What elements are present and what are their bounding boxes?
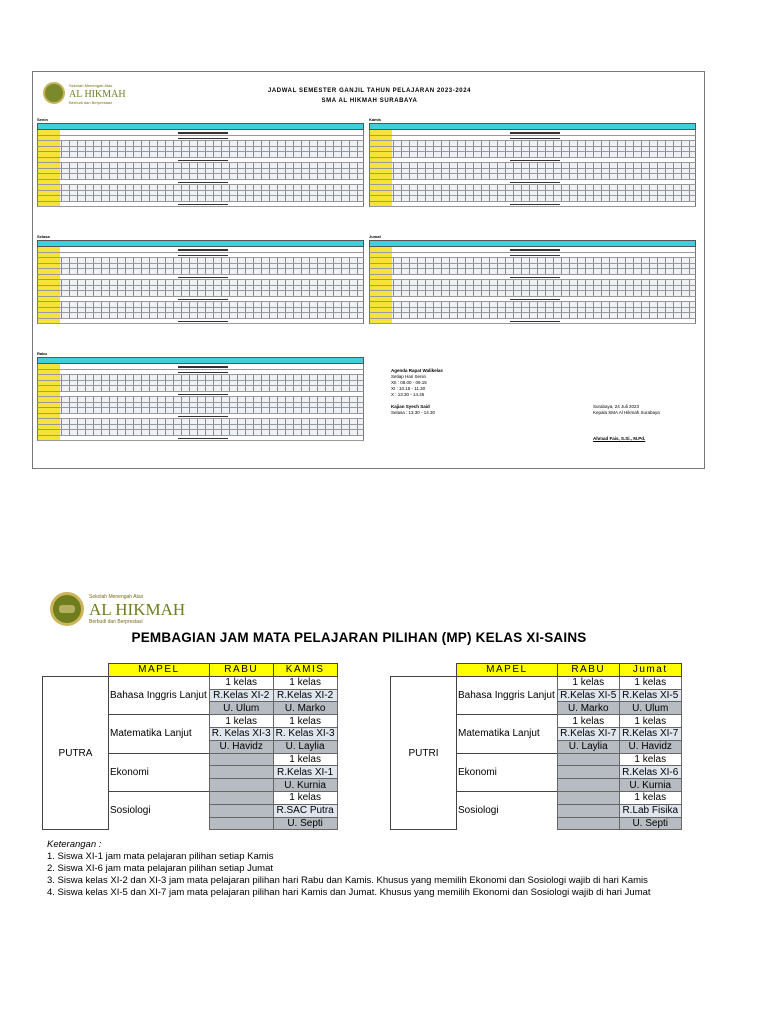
schedule-band-row <box>369 202 696 208</box>
cell-day2: R.SAC Putra <box>273 804 337 817</box>
subject-name: Ekonomi <box>109 753 210 791</box>
cell-day1 <box>209 791 273 804</box>
logo-line3: Berbudi dan Berprestasi <box>69 100 112 105</box>
agenda-xii: XII : 08.00 - 09.15 <box>391 380 427 385</box>
subject-name: Sosiologi <box>109 791 210 829</box>
schedule-senin <box>37 117 364 207</box>
schedule-header-row <box>37 240 364 247</box>
cell-day1 <box>209 779 273 792</box>
subject-name: Sosiologi <box>457 791 558 829</box>
day-label: Selasa <box>37 234 50 239</box>
cell-day2: R.Kelas XI-2 <box>273 689 337 702</box>
elective-title: PEMBAGIAN JAM MATA PELAJARAN PILIHAN (MP) KELAS XI-SAINS <box>131 630 587 645</box>
putri-table <box>390 663 682 830</box>
cell-day1 <box>557 804 619 817</box>
cell-day2: 1 kelas <box>619 715 681 728</box>
schedule-header-row <box>369 123 696 130</box>
cell-day2: U. Kurnia <box>273 779 337 792</box>
table-row <box>43 676 338 689</box>
cell-day2: 1 kelas <box>619 753 681 766</box>
cell-day1: U. Marko <box>557 702 619 715</box>
notes-block <box>47 839 651 899</box>
school-logo-large <box>50 592 190 628</box>
day-label: Jumat <box>369 234 381 239</box>
subject-name: Matematika Lanjut <box>109 715 210 753</box>
agenda-x: X : 13.30 - 14.45 <box>391 392 425 397</box>
cell-day2: R.Kelas XI-1 <box>273 766 337 779</box>
cell-day1: R.Kelas XI-7 <box>557 727 619 740</box>
schedule-rows <box>37 364 364 441</box>
cell-day2: 1 kelas <box>273 753 337 766</box>
cell-day2: 1 kelas <box>273 791 337 804</box>
subject-name: Matematika Lanjut <box>457 715 558 753</box>
cell-day2: U. Septi <box>619 817 681 830</box>
cell-day2: 1 kelas <box>273 715 337 728</box>
sign-name: Ahmad Fais, S.Si., M.Pd. <box>593 436 646 441</box>
cell-day2: U. Kurnia <box>619 779 681 792</box>
cell-day2: 1 kelas <box>273 676 337 689</box>
cell-day1: R. Kelas XI-3 <box>209 727 273 740</box>
kajian-heading: Kajian Syech Said <box>391 404 430 409</box>
header-blank <box>43 664 109 677</box>
schedule-subtitle: SMA AL HIKMAH SURABAYA <box>321 98 418 104</box>
cell-day1: R.Kelas XI-2 <box>209 689 273 702</box>
schedule-band-row <box>37 202 364 208</box>
schedule-rows <box>369 247 696 324</box>
cell-day1: 1 kelas <box>557 715 619 728</box>
cell-day1 <box>209 753 273 766</box>
schedule-header-row <box>37 123 364 130</box>
putra-table <box>42 663 338 830</box>
cell-day2: R.Kelas XI-5 <box>619 689 681 702</box>
cell-day2: U. Havidz <box>619 740 681 753</box>
cell-day2: U. Ulum <box>619 702 681 715</box>
sign-position: Kepala SMA Al Hikmah Surabaya <box>593 410 660 415</box>
logo-line1: Sekolah Menengah Atas <box>69 83 113 88</box>
day-label: Kamis <box>369 117 382 122</box>
cell-day1 <box>557 753 619 766</box>
cell-day2: 1 kelas <box>619 676 681 689</box>
logo-line1: Sekolah Menengah Atas <box>89 594 144 600</box>
header-day2: Jumat <box>619 664 681 677</box>
cell-day1: U. Havidz <box>209 740 273 753</box>
signature-block <box>593 404 660 442</box>
logo-name: AL HIKMAH <box>69 89 126 100</box>
schedule-rows <box>369 130 696 207</box>
agenda-block <box>391 368 443 416</box>
schedule-header-row <box>37 357 364 364</box>
cell-day1: U. Laylia <box>557 740 619 753</box>
agenda-xi: XI : 10.15 - 11.30 <box>391 386 426 391</box>
cell-day1 <box>557 817 619 830</box>
cell-day2: R. Kelas XI-3 <box>273 727 337 740</box>
cell-day1 <box>209 766 273 779</box>
note-item: 1. Siswa XI-1 jam mata pelajaran pilihan setiap Kamis <box>47 851 274 862</box>
schedule-title: JADWAL SEMESTER GANJIL TAHUN PELAJARAN 2023-2024 <box>267 88 472 94</box>
note-item: 3. Siswa kelas XI-2 dan XI-3 jam mata pelajaran pilihan hari Rabu dan Kamis. Khusus yang memilih Ekonomi dan Sosiologi wajib di hari Kamis <box>47 875 648 886</box>
header-day1: RABU <box>557 664 619 677</box>
subject-name: Bahasa Inggris Lanjut <box>457 676 558 714</box>
agenda-line: Setiap Hari Senin <box>391 374 427 379</box>
schedule-jumat <box>369 234 696 324</box>
group-label: PUTRA <box>43 676 109 830</box>
schedule-band-row <box>37 319 364 325</box>
cell-day1: R.Kelas XI-5 <box>557 689 619 702</box>
notes-heading: Keterangan : <box>47 839 102 850</box>
subject-name: Bahasa Inggris Lanjut <box>109 676 210 714</box>
logo-name: AL HIKMAH <box>89 600 186 619</box>
schedule-band-row <box>369 319 696 325</box>
schedule-header-row <box>369 240 696 247</box>
subject-name: Ekonomi <box>457 753 558 791</box>
day-label: Senin <box>37 117 48 122</box>
cell-day1: 1 kelas <box>209 676 273 689</box>
schedule-rows <box>37 247 364 324</box>
header-day2: KAMIS <box>273 664 337 677</box>
note-item: 2. Siswa XI-6 jam mata pelajaran pilihan setiap Jumat <box>47 863 274 874</box>
cell-day1: 1 kelas <box>557 676 619 689</box>
cell-day1 <box>557 766 619 779</box>
day-label: Rabu <box>37 351 47 356</box>
schedule-page <box>32 71 705 469</box>
schedule-band-row <box>37 436 364 442</box>
cell-day1: U. Ulum <box>209 702 273 715</box>
cell-day2: R.Kelas XI-7 <box>619 727 681 740</box>
cell-day1 <box>557 779 619 792</box>
schedule-selasa <box>37 234 364 324</box>
cell-day1: 1 kelas <box>209 715 273 728</box>
agenda-heading: Agenda Rapat Walikelas <box>391 368 443 373</box>
logo-line3: Berbudi dan Berprestasi <box>89 619 143 625</box>
table-row <box>391 676 682 689</box>
cell-day2: R.Kelas XI-6 <box>619 766 681 779</box>
cell-day1 <box>209 817 273 830</box>
header-mapel: MAPEL <box>457 664 558 677</box>
schedule-rows <box>37 130 364 207</box>
header-blank <box>391 664 457 677</box>
header-mapel: MAPEL <box>109 664 210 677</box>
cell-day2: R.Lab Fisika <box>619 804 681 817</box>
school-seal-icon <box>50 592 84 626</box>
cell-day1 <box>209 804 273 817</box>
cell-day2: U. Laylia <box>273 740 337 753</box>
schedule-rabu <box>37 351 364 441</box>
cell-day2: 1 kelas <box>619 791 681 804</box>
header-day1: RABU <box>209 664 273 677</box>
sign-place-date: Surabaya, 24 Juli 2023 <box>593 404 640 409</box>
cell-day2: U. Septi <box>273 817 337 830</box>
schedule-kamis <box>369 117 696 207</box>
cell-day2: U. Marko <box>273 702 337 715</box>
note-item: 4. Siswa kelas XI-5 dan XI-7 jam mata pelajaran pilihan hari Kamis dan Jumat. Khusus yang memilih Ekonomi dan Sosiologi wajib di hari Jumat <box>47 887 651 898</box>
group-label: PUTRI <box>391 676 457 830</box>
cell-day1 <box>557 791 619 804</box>
kajian-time: Selasa : 13.30 - 14.30 <box>391 410 436 415</box>
